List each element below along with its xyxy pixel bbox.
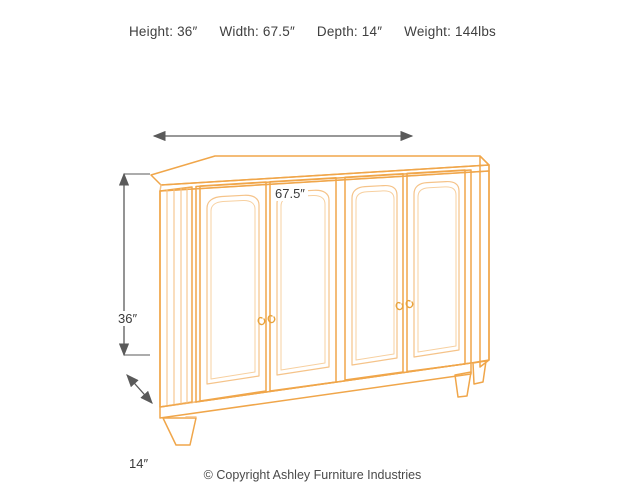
height-label: 36″ xyxy=(115,311,140,326)
depth-dimension-line xyxy=(127,375,152,403)
door-4-arched-inlay-inner xyxy=(418,187,456,352)
copyright-text: © Copyright Ashley Furniture Industries xyxy=(203,468,422,482)
spec-summary-line xyxy=(0,24,625,39)
door-4-arched-inlay xyxy=(414,182,459,357)
cabinet-right-side-panel xyxy=(480,156,489,367)
cabinet-line-drawing xyxy=(0,60,625,471)
door-1-arched-inlay xyxy=(207,195,259,384)
door-1 xyxy=(200,182,266,401)
door-3-arched-inlay xyxy=(352,186,397,365)
spec-depth: Depth: 14″ xyxy=(316,24,383,39)
door-2-panel xyxy=(270,178,336,391)
door-2 xyxy=(270,178,336,391)
spec-height: Height: 36″ xyxy=(128,24,198,39)
cabinet-top-edge-left-cap xyxy=(160,185,161,191)
door-knobs-right-pair xyxy=(396,301,412,310)
leg-front-left xyxy=(163,418,196,445)
door-2-arched-inlay xyxy=(277,190,329,375)
width-label: 67.5″ xyxy=(272,186,308,201)
door-3 xyxy=(345,174,403,380)
door-4 xyxy=(407,170,465,372)
knob-door-2 xyxy=(268,316,274,323)
door-3-arched-inlay-inner xyxy=(356,191,394,360)
depth-label: 14″ xyxy=(126,456,151,471)
door-1-panel xyxy=(200,182,266,401)
door-2-arched-inlay-inner xyxy=(281,195,325,370)
spec-weight: Weight: 144lbs xyxy=(404,24,497,39)
cabinet-body xyxy=(151,156,489,445)
door-bank-frame xyxy=(196,170,471,402)
spec-width: Width: 67.5″ xyxy=(219,24,295,39)
door-1-arched-inlay-inner xyxy=(211,200,255,379)
